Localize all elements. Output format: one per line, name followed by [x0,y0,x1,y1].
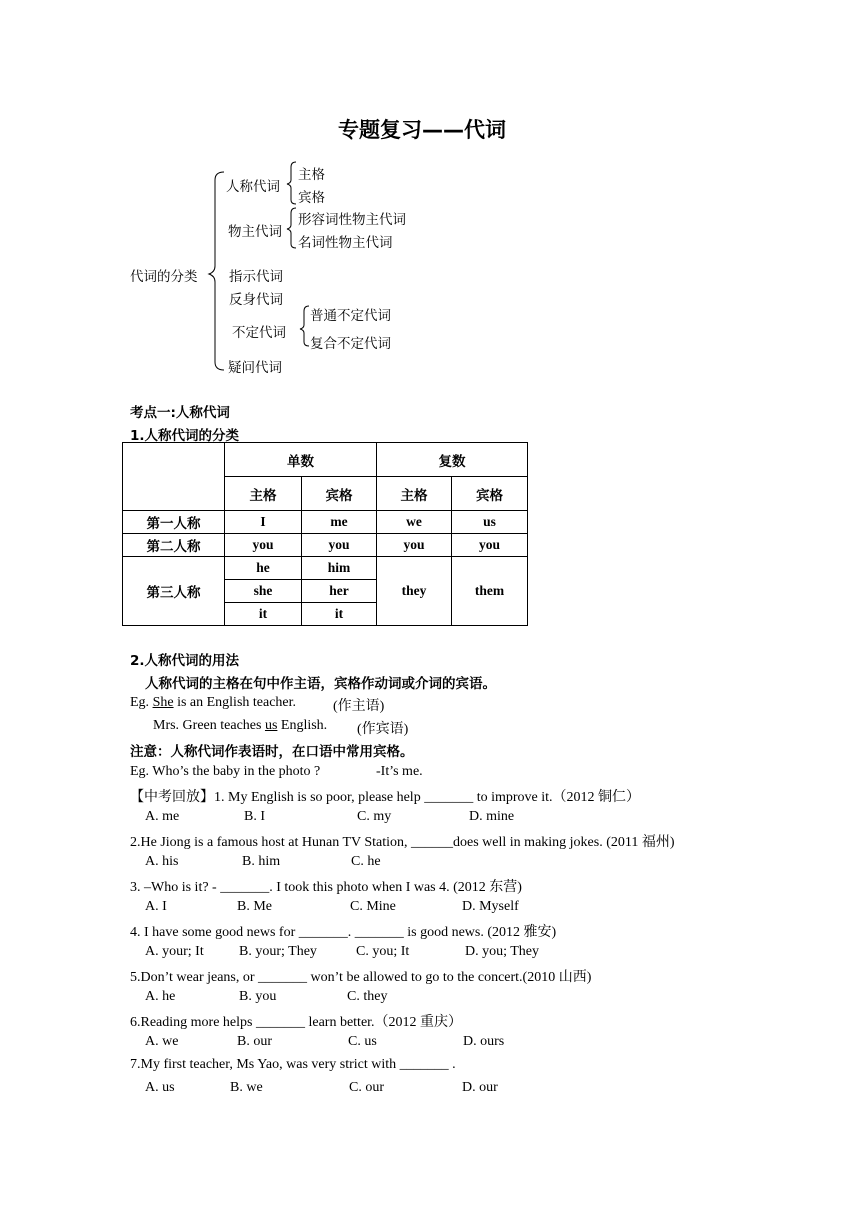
tree-possessive-adj: 形容词性物主代词 [298,212,406,228]
subheading-classification: 1.人称代词的分类 [130,428,240,444]
header-nom-sg: 主格 [225,477,302,511]
question-5-option-b: B. you [239,989,277,1004]
pronoun-table [122,442,528,626]
table-row [123,511,528,534]
cell: you [452,534,528,557]
tree-reflexive: 反身代词 [229,292,283,308]
example-2-note: (作宾语) [357,722,409,737]
cell: I [225,511,302,534]
question-1-option-c: C. my [357,809,392,824]
cell: them [452,557,528,626]
row-label-third: 第三人称 [123,557,225,626]
cell: she [225,580,302,603]
question-4-option-a: A. your; It [145,944,204,959]
question-6-option-a: A. we [145,1034,179,1049]
tree-indefinite-compound: 复合不定代词 [310,336,391,352]
question-6-option-d: D. ours [463,1034,505,1049]
question-3-option-b: B. Me [237,899,272,914]
indefinite-brace [300,306,309,346]
tree-personal-acc: 宾格 [298,190,325,206]
possessive-brace [287,208,296,248]
header-acc-sg: 宾格 [302,477,377,511]
table-corner [123,443,225,511]
row-label-first: 第一人称 [123,511,225,534]
tree-interrogative: 疑问代词 [228,360,282,376]
cell: it [225,603,302,626]
question-6-option-c: C. us [348,1034,377,1049]
question-3-option-d: D. Myself [462,899,519,914]
header-nom-pl: 主格 [377,477,452,511]
example-1-note: (作主语) [333,699,385,714]
question-5-stem: 5.Don’t wear jeans, or _______ won’t be allowed to go to the concert.(2010 山西) [130,970,592,985]
cell: him [302,557,377,580]
header-acc-pl: 宾格 [452,477,528,511]
cell: he [225,557,302,580]
question-1-option-b: B. I [244,809,265,824]
cell: me [302,511,377,534]
note: 注意：人称代词作表语时，在口语中常用宾格。 [130,744,414,760]
section-heading: 考点一:人称代词 [130,405,230,421]
cell: you [302,534,377,557]
example-3-answer: -It’s me. [376,764,423,779]
cell: her [302,580,377,603]
root-brace [209,172,224,370]
question-2-option-c: C. he [351,854,381,869]
example-1-prefix: Eg. [130,695,153,710]
question-1-option-a: A. me [145,809,180,824]
tree-indefinite: 不定代词 [232,325,286,341]
tree-demonstrative: 指示代词 [229,269,283,285]
cell: you [377,534,452,557]
table-row [123,557,528,580]
question-7-option-a: A. us [145,1080,175,1095]
cell: we [377,511,452,534]
personal-brace [287,162,296,204]
question-3-stem: 3. –Who is it? - _______. I took this photo when I was 4. (2012 东营) [130,880,522,895]
header-singular: 单数 [225,443,377,477]
question-5-option-c: C. they [347,989,388,1004]
cell: it [302,603,377,626]
question-2-option-a: A. his [145,854,179,869]
example-2-prefix: Mrs. Green teaches [153,718,265,733]
tree-possessive: 物主代词 [228,224,282,240]
question-7-stem: 7.My first teacher, Ms Yao, was very strict with _______ . [130,1057,456,1072]
question-1-stem: 【中考回放】1. My English is so poor, please help _______ to improve it.（2012 铜仁） [130,790,641,805]
question-6-option-b: B. our [237,1034,272,1049]
example-1-underlined: She [152,695,174,710]
tree-braces [0,0,860,400]
cell: us [452,511,528,534]
question-3-option-a: A. I [145,899,167,914]
question-2-stem: 2.He Jiong is a famous host at Hunan TV Station, ______does well in making jokes. (2011 福州) [130,835,675,850]
example-2-underlined: us [264,718,278,733]
tree-personal-nom: 主格 [298,167,325,183]
example-1 [130,695,296,711]
page-title: 专题复习——代词 [338,118,506,142]
subheading-usage: 2.人称代词的用法 [130,653,240,669]
cell: you [225,534,302,557]
tree-root: 代词的分类 [130,269,198,285]
question-6-stem: 6.Reading more helps _______ learn better.（2012 重庆） [130,1015,463,1030]
question-5-option-a: A. he [145,989,176,1004]
question-1-option-d: D. mine [469,809,515,824]
example-3: Eg. Who’s the baby in the photo ? [130,764,321,779]
table-row [123,534,528,557]
question-4-stem: 4. I have some good news for _______. _______ is good news. (2012 雅安) [130,925,557,940]
question-7-option-d: D. our [462,1080,498,1095]
question-7-option-c: C. our [349,1080,384,1095]
row-label-second: 第二人称 [123,534,225,557]
question-4-option-d: D. you; They [465,944,540,959]
example-2 [153,718,327,734]
question-3-option-c: C. Mine [350,899,396,914]
tree-personal: 人称代词 [226,179,280,195]
question-4-option-c: C. you; It [356,944,410,959]
example-2-rest: English. [277,718,328,733]
tree-indefinite-common: 普通不定代词 [310,308,391,324]
question-4-option-b: B. your; They [239,944,317,959]
tree-possessive-noun: 名词性物主代词 [298,235,393,251]
cell: they [377,557,452,626]
example-1-rest: is an English teacher. [173,695,297,710]
question-7-option-b: B. we [230,1080,263,1095]
header-plural: 复数 [377,443,528,477]
question-2-option-b: B. him [242,854,281,869]
usage-rule: 人称代词的主格在句中作主语，宾格作动词或介词的宾语。 [145,676,496,692]
